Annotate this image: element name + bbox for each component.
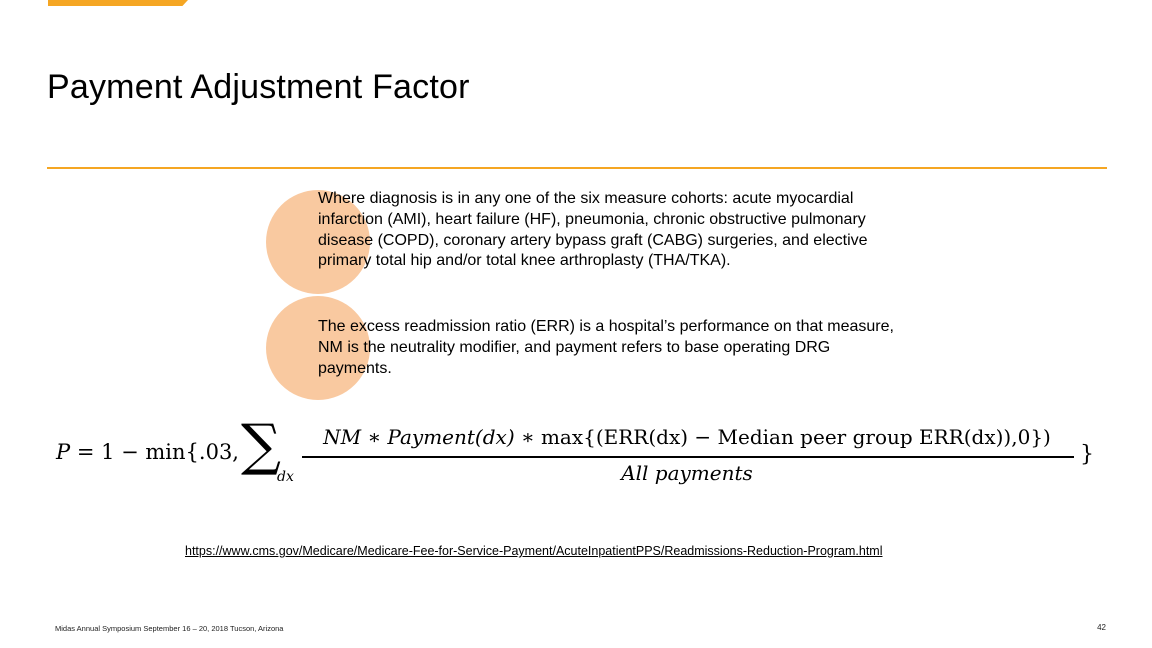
payment-formula	[56, 415, 1106, 495]
formula-denominator: All payments	[621, 461, 753, 485]
bullet-text-err-definition: The excess readmission ratio (ERR) is a hospital’s performance on that measure, NM is the neutrality modifier, and payment refers to base operating DRG payments.	[318, 318, 894, 377]
footer-event-text: Midas Annual Symposium September 16 – 20, 2018 Tucson, Arizona	[55, 624, 284, 633]
page-number: 42	[1097, 623, 1106, 632]
formula-variable-p: P	[56, 440, 71, 464]
summation-subscript: dx	[277, 469, 294, 485]
numerator-italic-part: NM ∗ Payment(dx) ∗	[323, 425, 541, 449]
formula-lhs	[56, 440, 239, 464]
closing-brace: }	[1080, 442, 1094, 467]
top-accent-tab	[48, 0, 188, 6]
bullet-text-cohorts: Where diagnosis is in any one of the six measure cohorts: acute myocardial infarction (AMI), heart failure (HF), pneumonia, chronic obstructive pulmonary disease (COPD), coronary artery bypass graft (CABG) surgeries, and elective primary total hip and/or total knee arthroplasty (THA/TKA).	[318, 190, 868, 270]
formula-min-term: = 1 − min{.03,	[70, 440, 239, 464]
formula-numerator	[302, 425, 1072, 449]
slide-title: Payment Adjustment Factor	[47, 68, 470, 106]
fraction-bar	[302, 456, 1074, 458]
title-divider	[47, 167, 1107, 169]
summation-symbol: ∑	[241, 413, 281, 478]
source-link[interactable]: https://www.cms.gov/Medicare/Medicare-Fee-for-Service-Payment/AcuteInpatientPPS/Readmissions-Reduction-Program.html	[185, 544, 883, 558]
numerator-max-part: max{(ERR(dx) − Median peer group ERR(dx)),0})	[540, 425, 1051, 449]
